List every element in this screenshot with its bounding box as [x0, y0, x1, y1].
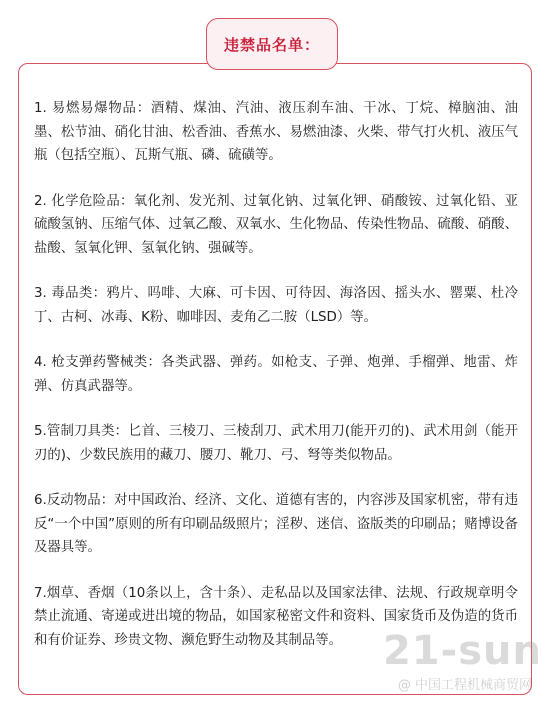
list-item: 1. 易燃易爆物品：酒精、煤油、汽油、液压刹车油、干冰、丁烷、樟脑油、油墨、松节油、硝化甘油、松香油、香蕉水、易燃油漆、火柴、带气打火机、液压气瓶（包括空瓶）、瓦斯气瓶、磷、硫磺等。 — [34, 101, 518, 163]
page-title: 违禁品名单： — [223, 35, 320, 54]
watermark-caption: @ 中国工程机械商贸网 — [397, 678, 532, 693]
list-item: 3. 毒品类：鸦片、吗啡、大麻、可卡因、可待因、海洛因、摇头水、罂粟、杜冷丁、古柯、冰毒、K粉、咖啡因、麦角乙二胺（LSD）等。 — [34, 286, 518, 325]
list-item: 7.烟草、香烟（10条以上，含十条）、走私品以及国家法律、法规、行政规章明令禁止流通、寄递或进出境的物品，如国家秘密文件和资料、国家货币及伪造的货币和有价证券、珍贵文物、濒危野生动物及其制品等。 — [34, 585, 518, 648]
watermark-logo: 21-sun — [382, 628, 542, 674]
list-item: 6.反动物品：对中国政治、经济、文化、道德有害的，内容涉及国家机密，带有违反“一个中国”原则的所有印刷品级照片；淫秽、迷信、盗版类的印刷品；赌博设备及器具等。 — [34, 493, 518, 555]
list-item: 5.管制刀具类：匕首、三棱刀、三棱刮刀、武术用刀(能开刃的)、武术用剑（能开刃的)、少数民族用的藏刀、腰刀、靴刀、弓、弩等类似物品。 — [34, 424, 518, 463]
list-item: 2. 化学危险品：氧化剂、发光剂、过氧化钠、过氧化钾、硝酸铵、过氧化铅、亚硫酸氢钠、压缩气体、过氧乙酸、双氧水、生化物品、传染性物品、硫酸、硝酸、盐酸、氢氧化钾、氢氧化钠、强碱等。 — [34, 193, 518, 256]
title-box — [206, 18, 338, 70]
list-item: 4. 枪支弹药警械类：各类武器、弹药。如枪支、子弹、炮弹、手榴弹、地雷、炸弹、仿真武器等。 — [34, 355, 518, 394]
prohibited-items-list — [34, 97, 518, 674]
